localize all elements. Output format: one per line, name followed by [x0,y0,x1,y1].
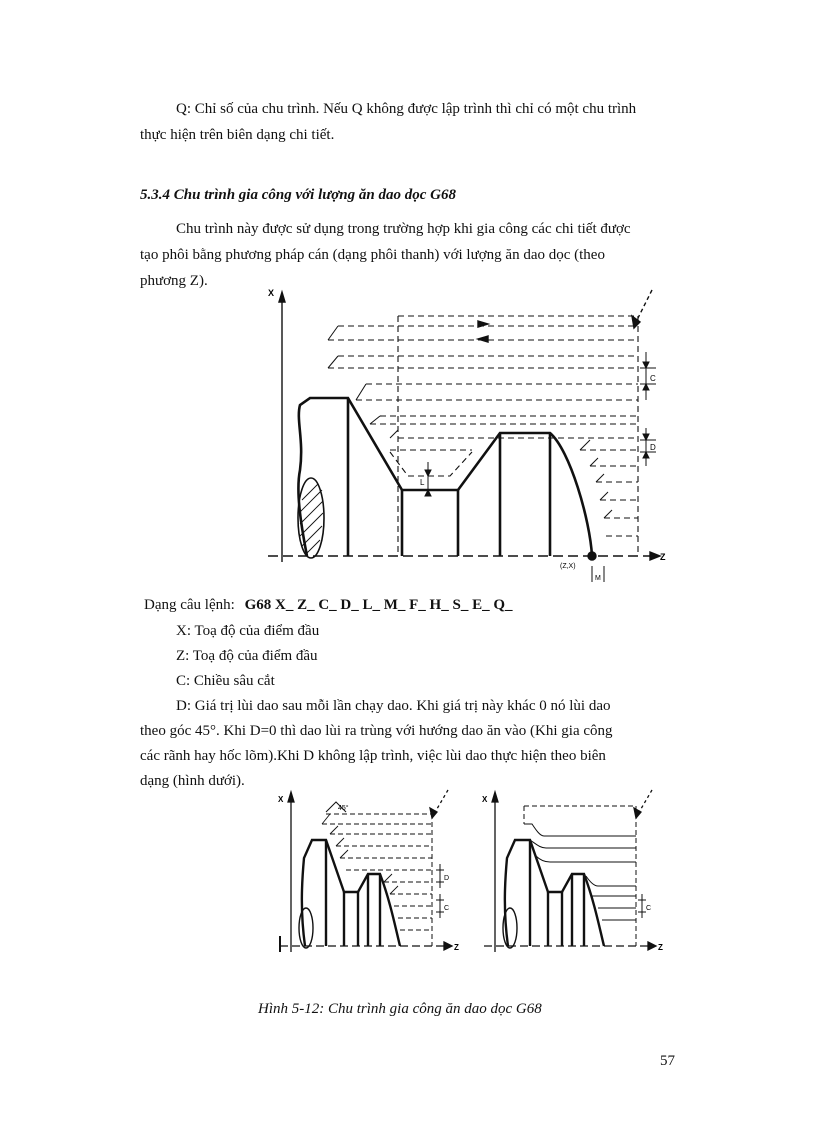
q-definition-line1: Q: Chỉ số của chu trình. Nếu Q không được lập trình thì chỉ có một chu trình [176,101,637,117]
intro-line2: tạo phôi bằng phương pháp cán (dạng phôi thanh) với lượng ăn dao dọc (theo [140,247,605,263]
main-label-x: X [268,288,275,298]
left-label-45: 45° [338,805,349,812]
main-label-c: C [650,374,656,383]
left-tool-passes [322,814,432,946]
page-number: 57 [660,1053,675,1069]
intro-line3: phương Z). [140,273,208,289]
left-dim-d [436,864,444,888]
left-dim-c [436,894,444,918]
z-definition: Z: Toạ độ của điểm đầu [176,648,318,664]
q-definition-line2: thực hiện trên biên dạng chi tiết. [140,127,335,143]
right-tool-passes [524,806,636,946]
d-definition-line3: các rãnh hay hốc lõm).Khi D không lập trình, việc lùi dao thực hiện theo biên [140,748,606,764]
left-label-d: D [444,875,450,882]
c-definition: C: Chiều sâu cắt [176,673,275,689]
syntax-command: G68 X_ Z_ C_ D_ L_ M_ F_ H_ S_ E_ Q_ [244,597,513,613]
left-workpiece-profile [302,840,400,946]
x-definition: X: Toạ độ của điểm đầu [176,623,320,639]
intro-line1: Chu trình này được sử dụng trong trường hợp khi gia công các chi tiết được [176,221,631,237]
section-heading: 5.3.4 Chu trình gia công với lượng ăn dao dọc G68 [140,187,456,203]
right-label-c: C [646,905,652,912]
main-label-zx: (Z,X) [560,563,576,570]
right-label-x: X [482,795,488,804]
right-dim-c [638,894,646,918]
figure-caption: Hình 5-12: Chu trình gia công ăn dao dọc G68 [258,1001,542,1017]
main-label-m: M [595,575,601,582]
main-label-z: Z [660,552,666,562]
main-label-l: L [420,478,425,487]
left-label-x: X [278,795,284,804]
d-definition-line2: theo góc 45°. Khi D=0 thì dao lùi ra trùng với hướng dao ăn vào (Khi gia công [140,723,613,739]
d-definition-line4: dạng (hình dưới). [140,773,245,789]
right-workpiece-profile [505,840,604,946]
left-label-z: Z [454,943,459,952]
main-label-d: D [650,443,656,452]
left-label-c: C [444,905,450,912]
right-label-z: Z [658,943,663,952]
syntax-label: Dạng câu lệnh: [144,597,235,613]
d-definition-line1: D: Giá trị lùi dao sau mỗi lần chạy dao. Khi giá trị này khác 0 nó lùi dao [176,698,611,714]
